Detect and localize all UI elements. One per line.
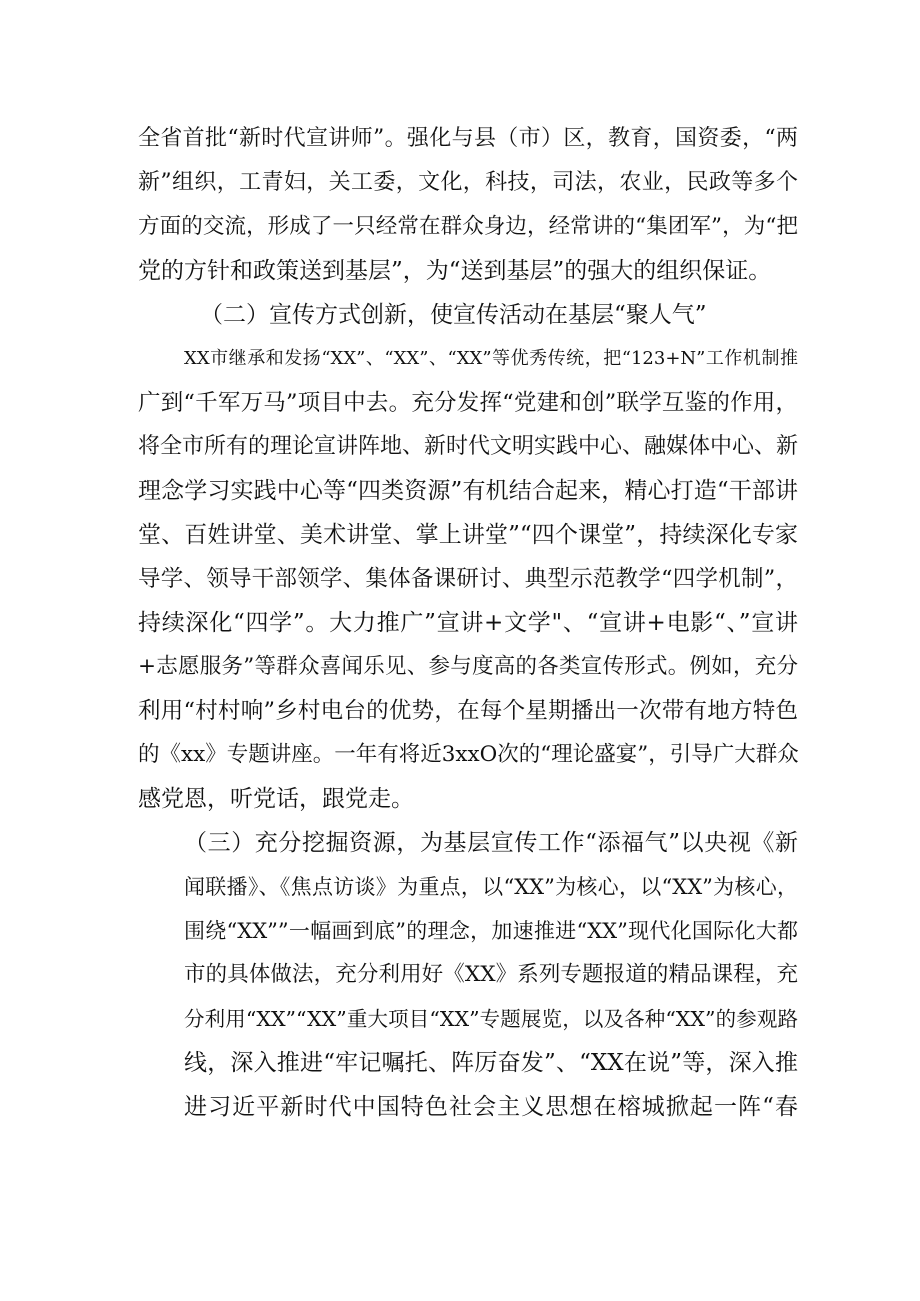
paragraph-line: 感党恩，听党话，跟党走。: [138, 786, 414, 812]
paragraph-line: 将全市所有的理论宣讲阵地、新时代文明实践中心、融媒体中心、新: [138, 434, 799, 459]
paragraph-line: 新”组织，工青妇，关工委，文化，科技，司法，农业，民政等多个: [138, 170, 798, 195]
paragraph-line: 全省首批“新时代宣讲师”。强化与县（市）区，教育，国资委，“两: [138, 126, 798, 151]
paragraph-line: 党的方针和政策送到基层”，为“送到基层”的强大的组织保证。: [138, 258, 772, 284]
section-heading-3: （三）充分挖掘资源，为基层宣传工作“添福气”以央视《新: [184, 830, 798, 856]
paragraph-line: 市的具体做法，充分利用好《XX》系列专题报道的精品课程，充: [184, 962, 798, 987]
paragraph-line: 线，深入推进“牢记嘱托、阵厉奋发”、“XX在说”等，深入推: [184, 1050, 798, 1076]
paragraph-line: 持续深化“四学”。大力推广”宣讲+文学"、“宣讲+电影“、”宣讲: [138, 610, 798, 636]
paragraph-line: 进习近平新时代中国特色社会主义思想在榕城掀起一阵“春: [184, 1094, 798, 1120]
paragraph-line: +志愿服务”等群众喜闻乐见、参与度高的各类宣传形式。例如，充分: [138, 654, 798, 679]
paragraph-line: 闻联播》、《焦点访谈》为重点，以“XX”为核心，以“XX”为核心，: [184, 875, 798, 899]
paragraph-line: 利用“村村响”乡村电台的优势，在每个星期播出一次带有地方特色: [138, 698, 798, 724]
paragraph-line: 围绕“XX””一幅画到底”的理念，加速推进“XX”现代化国际化大都: [184, 919, 798, 943]
paragraph-line: 的《xx》专题讲座。一年有将近3xxO次的“理论盛宴”，引导广大群众: [138, 742, 799, 767]
paragraph-line: 方面的交流，形成了一只经常在群众身边，经常讲的“集团军”，为“把: [138, 214, 798, 239]
paragraph-line: 导学、领导干部领学、集体备课研讨、典型示范教学“四学机制”，: [138, 566, 798, 592]
section-heading-2: （二）宣传方式创新，使宣传活动在基层“聚人气”: [200, 302, 707, 328]
paragraph-line: XX市继承和发扬“XX”、“XX”、“XX”等优秀传统，把“123+N”工作机制推: [184, 348, 798, 369]
paragraph-line: 理念学习实践中心等“四类资源”有机结合起来，精心打造“干部讲: [138, 478, 798, 504]
paragraph-line: 堂、百姓讲堂、美术讲堂、掌上讲堂”“四个课堂”，持续深化专家: [138, 522, 798, 548]
paragraph-line: 广到“千军万马”项目中去。充分发挥“党建和创”联学互鉴的作用，: [138, 390, 798, 416]
paragraph-line: 分利用“XX”“XX”重大项目“XX”专题展览，以及各种“XX”的参观路: [184, 1007, 798, 1031]
